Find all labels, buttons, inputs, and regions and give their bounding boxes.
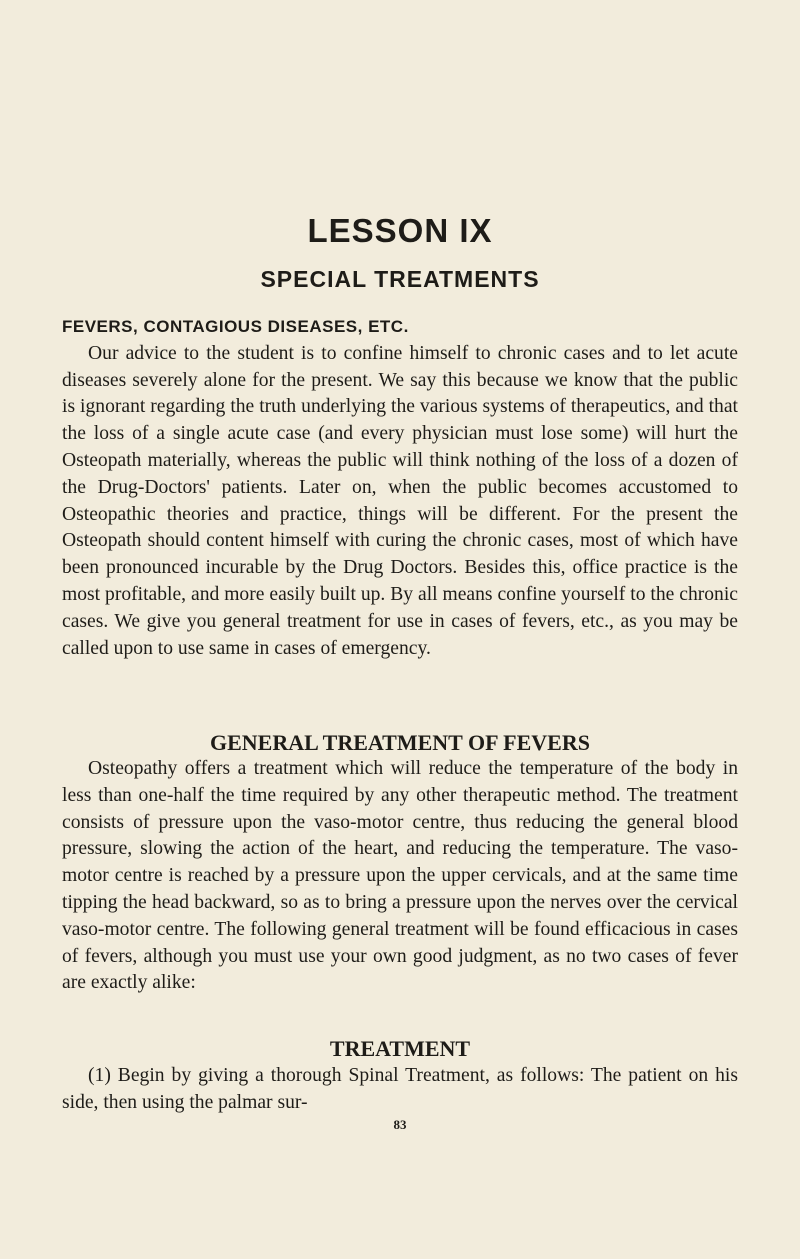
lesson-title: LESSON IX <box>307 212 493 249</box>
paragraph-treatment-step-1: (1) Begin by giving a thorough Spinal Treatment, as follows: The patient on his side, then using the palmar sur- <box>62 1065 738 1113</box>
section-heading-fevers: FEVERS, CONTAGIOUS DISEASES, ETC. <box>62 317 409 336</box>
lesson-subtitle: SPECIAL TREATMENTS <box>260 266 540 292</box>
section-heading-treatment: TREATMENT <box>329 1036 471 1061</box>
section-heading-general-treatment: GENERAL TREATMENT OF FEVERS <box>210 730 590 755</box>
page-number: 83 <box>393 1117 407 1132</box>
paragraph-osteopathy: Osteopathy offers a treatment which will reduce the temperature of the body in less than one-half the time required by any other therapeutic method. The treatment consists of pressure upon the vaso-motor centre, thus reducing the general blood pressure, slowing the action of the heart, and reducing the temperature. The vaso-motor centre is reached by a pressure upon the upper cervicals, and at the same time tipping the head backward, so as to bring a pressure upon the nerves over the cervical vaso-motor centre. The following general treatment will be found efficacious in cases of fevers, although you must use your own good judgment, as no two cases of fever are exactly alike: <box>62 758 738 994</box>
paragraph-advice: Our advice to the student is to confine himself to chronic cases and to let acute diseases severely alone for the present. We say this because we know that the public is ignorant regarding the truth underlying the various systems of therapeutics, and that the loss of a single acute case (and every physician must lose some) will hurt the Osteopath materially, whereas the public will think nothing of the loss of a dozen of the Drug-Doctors' patients. Later on, when the public becomes accustomed to Osteopathic theories and practice, things will be different. For the present the Osteopath should content himself with curing the chronic cases, most of which have been pronounced incurable by the Drug Doctors. Besides this, office practice is the most profitable, and more easily built up. By all means confine yourself to the chronic cases. We give you general treatment for use in cases of fevers, etc., as you may be called upon to use same in cases of emergency. <box>62 342 738 659</box>
section-general-treatment <box>62 756 738 997</box>
section-treatment <box>62 1063 738 1117</box>
section-fevers <box>62 314 738 662</box>
